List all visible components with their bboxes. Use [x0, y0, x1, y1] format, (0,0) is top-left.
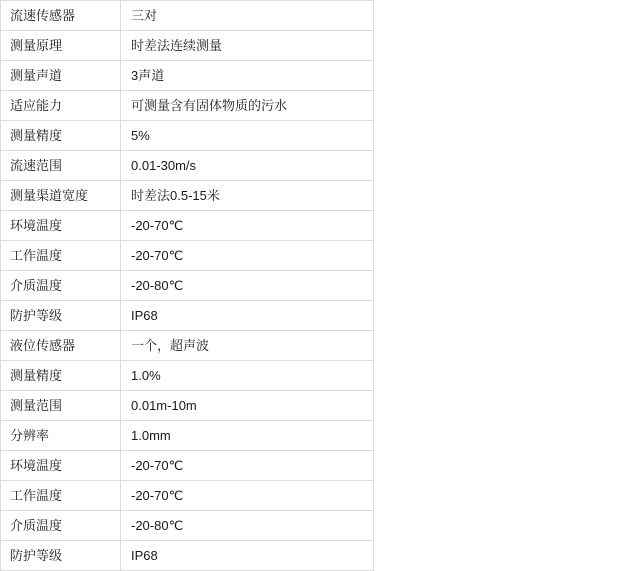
- row-label: 分辨率: [1, 421, 121, 451]
- table-row: [1, 121, 374, 151]
- row-label: 介质温度: [1, 271, 121, 301]
- row-label: 测量原理: [1, 31, 121, 61]
- row-value: -20-80℃: [121, 271, 374, 301]
- table-row: [1, 331, 374, 361]
- row-label: 流速传感器: [1, 1, 121, 31]
- row-value: -20-70℃: [121, 211, 374, 241]
- row-label: 适应能力: [1, 91, 121, 121]
- row-value: IP68: [121, 541, 374, 571]
- row-value: IP68: [121, 301, 374, 331]
- row-label: 液位传感器: [1, 331, 121, 361]
- row-value: 5%: [121, 121, 374, 151]
- table-row: [1, 421, 374, 451]
- row-label: 防护等级: [1, 301, 121, 331]
- row-value: 0.01m-10m: [121, 391, 374, 421]
- table-row: [1, 211, 374, 241]
- row-label: 测量声道: [1, 61, 121, 91]
- row-value: 0.01-30m/s: [121, 151, 374, 181]
- row-value: 时差法0.5-15米: [121, 181, 374, 211]
- row-label: 测量精度: [1, 361, 121, 391]
- row-label: 流速范围: [1, 151, 121, 181]
- row-value: 可测量含有固体物质的污水: [121, 91, 374, 121]
- row-label: 测量范围: [1, 391, 121, 421]
- table-row: [1, 241, 374, 271]
- row-label: 测量渠道宽度: [1, 181, 121, 211]
- table-row: [1, 361, 374, 391]
- specification-table-body: [1, 1, 374, 571]
- table-row: [1, 481, 374, 511]
- table-row: [1, 451, 374, 481]
- row-value: -20-80℃: [121, 511, 374, 541]
- table-row: [1, 1, 374, 31]
- row-label: 工作温度: [1, 241, 121, 271]
- row-label: 介质温度: [1, 511, 121, 541]
- table-row: [1, 31, 374, 61]
- row-value: -20-70℃: [121, 481, 374, 511]
- row-value: 三对: [121, 1, 374, 31]
- table-row: [1, 391, 374, 421]
- row-label: 环境温度: [1, 211, 121, 241]
- row-value: 1.0mm: [121, 421, 374, 451]
- row-value: 时差法连续测量: [121, 31, 374, 61]
- table-row: [1, 151, 374, 181]
- row-value: 一个，超声波: [121, 331, 374, 361]
- row-label: 工作温度: [1, 481, 121, 511]
- row-value: 3声道: [121, 61, 374, 91]
- table-row: [1, 301, 374, 331]
- table-row: [1, 91, 374, 121]
- row-label: 测量精度: [1, 121, 121, 151]
- row-value: -20-70℃: [121, 451, 374, 481]
- row-label: 防护等级: [1, 541, 121, 571]
- row-value: 1.0%: [121, 361, 374, 391]
- table-row: [1, 181, 374, 211]
- table-row: [1, 271, 374, 301]
- row-label: 环境温度: [1, 451, 121, 481]
- table-row: [1, 541, 374, 571]
- row-value: -20-70℃: [121, 241, 374, 271]
- table-row: [1, 61, 374, 91]
- table-row: [1, 511, 374, 541]
